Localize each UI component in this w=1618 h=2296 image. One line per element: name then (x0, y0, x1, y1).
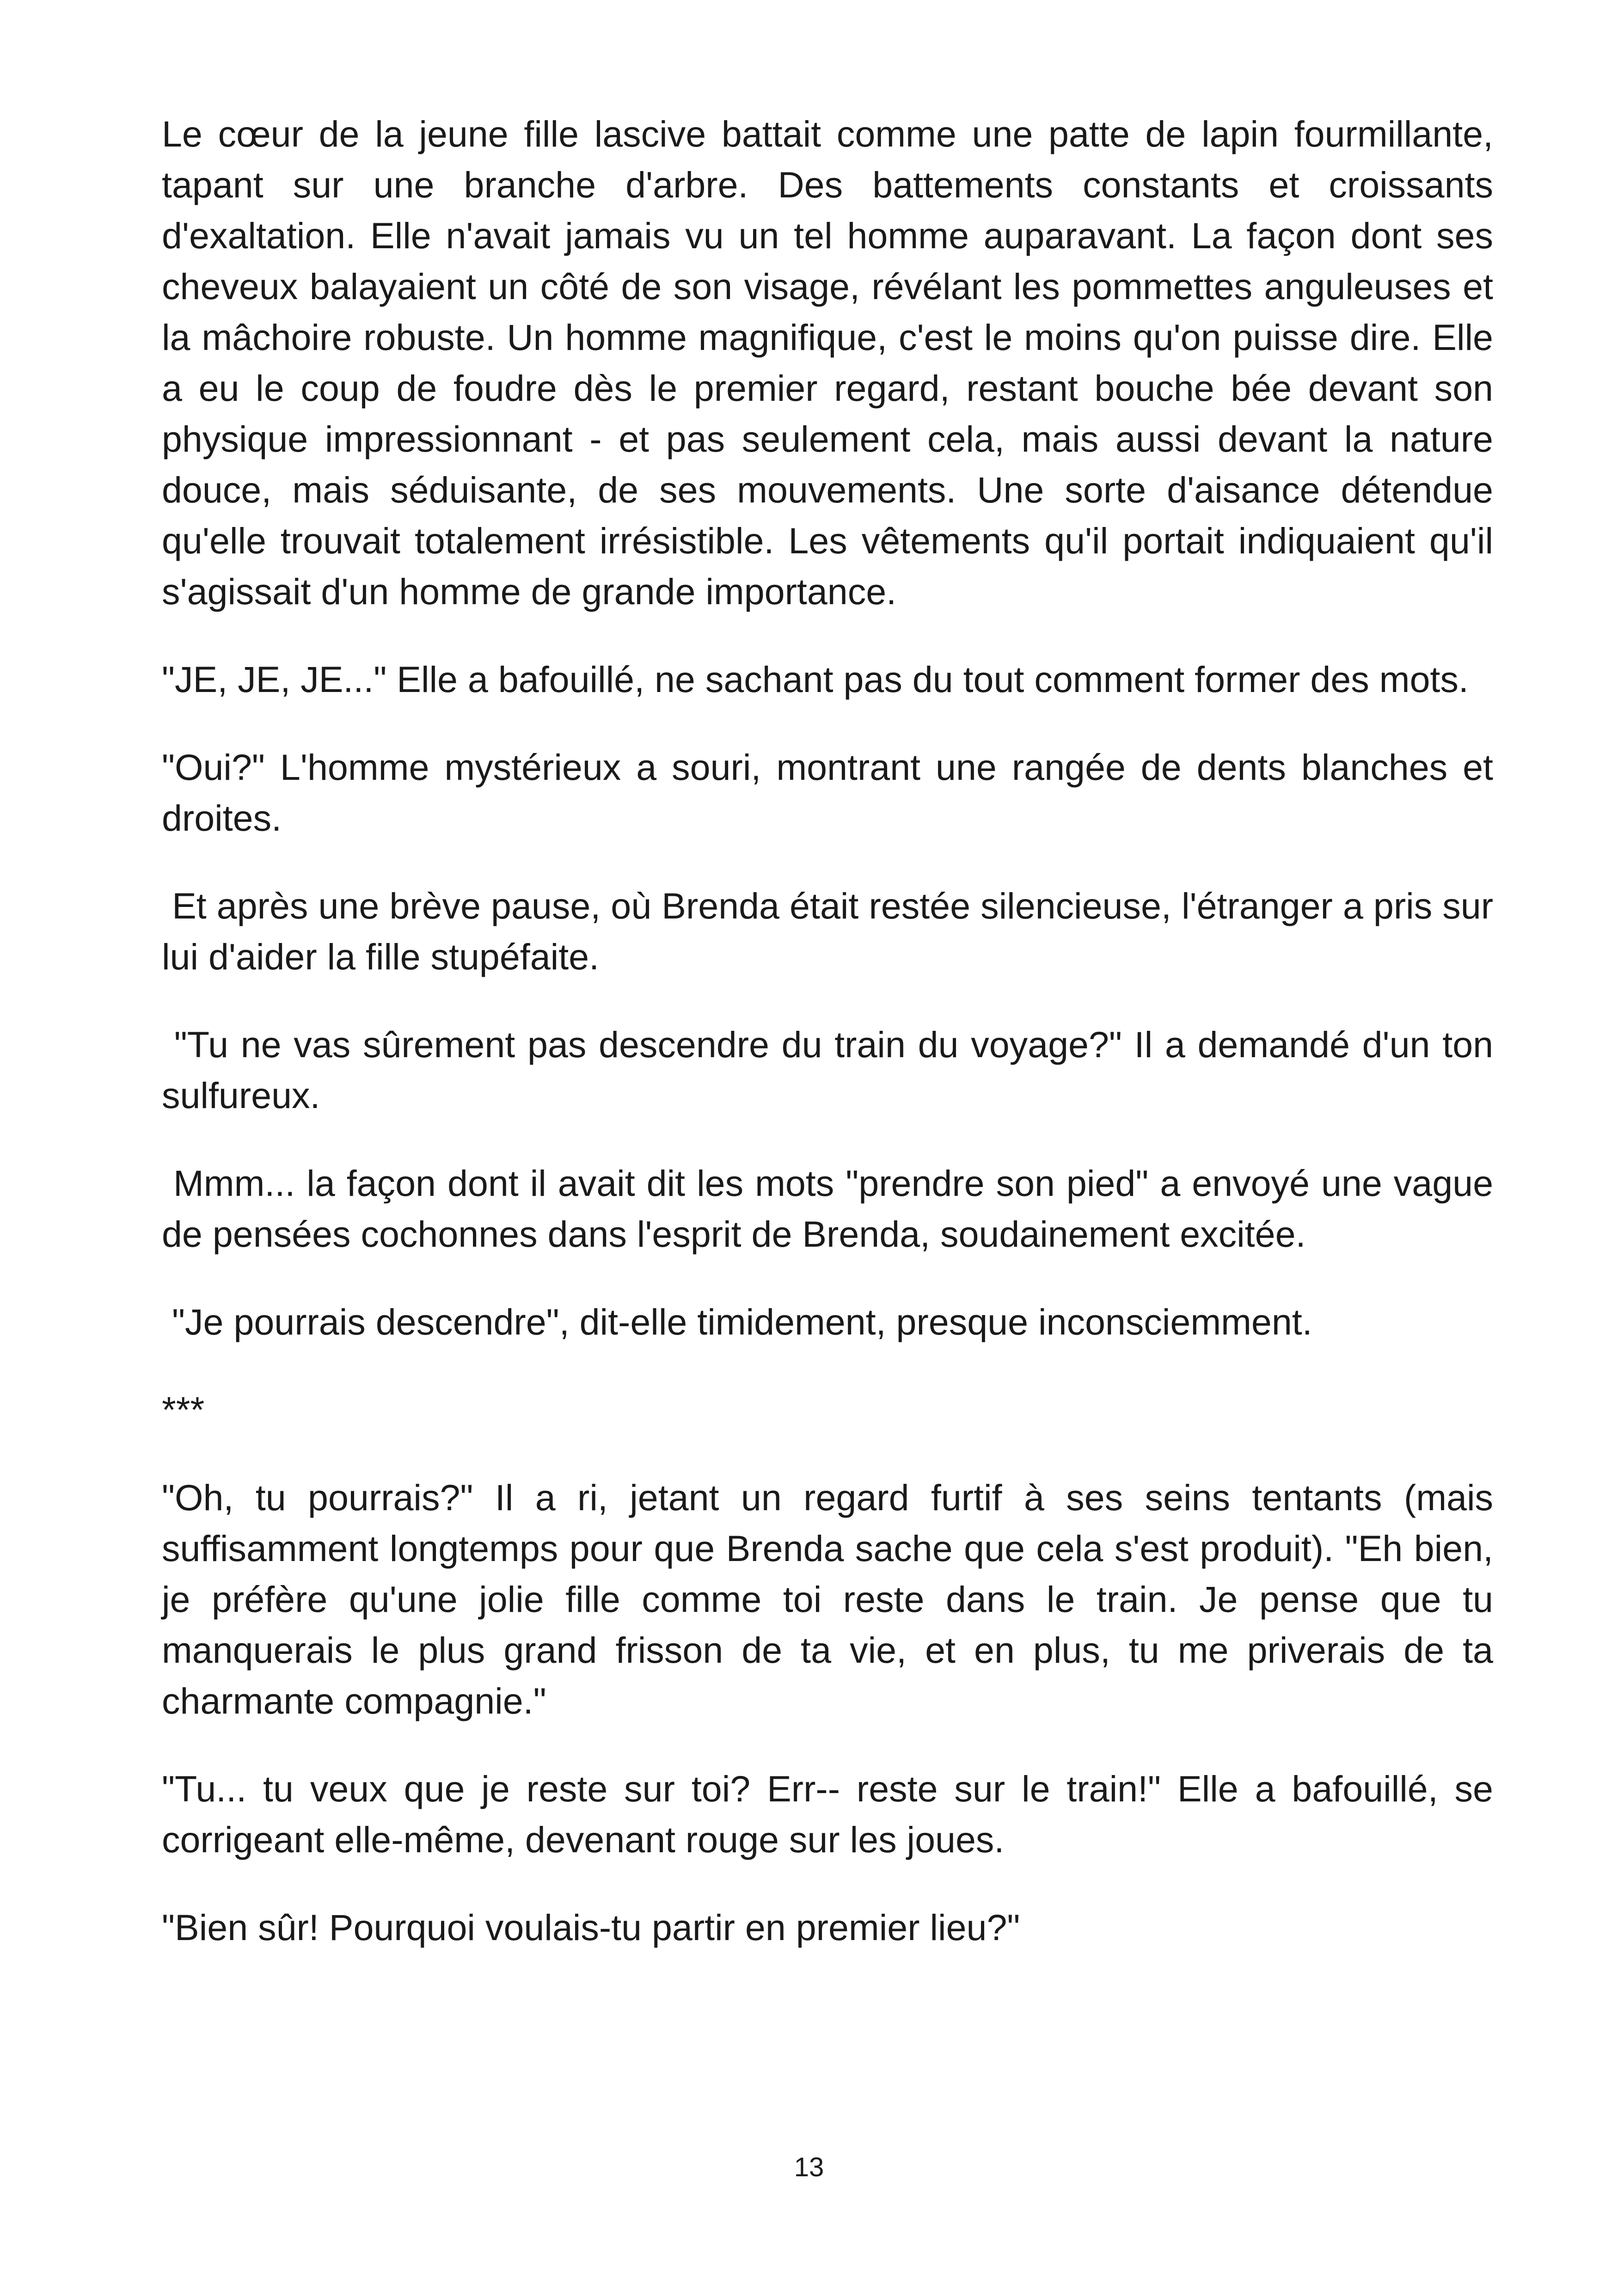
paragraph-8: "Oh, tu pourrais?" Il a ri, jetant un regard furtif à ses seins tentants (mais suffisamment longtemps pour que Brenda sache que cela s'est produit). "Eh bien, je préfère qu'une jolie fille comme toi reste dans le train. Je pense que tu manquerais le plus grand frisson de ta vie, et en plus, tu me priverais de ta charmante compagnie." (162, 1477, 1493, 1721)
scene-break: *** (162, 1389, 205, 1430)
paragraph-4: Et après une brève pause, où Brenda était restée silencieuse, l'étranger a pris sur lui d'aider la fille stupéfaite. (162, 885, 1503, 977)
paragraph-6: Mmm... la façon dont il avait dit les mots "prendre son pied" a envoyé une vague de pensées cochonnes dans l'esprit de Brenda, soudainement excitée. (162, 1163, 1503, 1255)
paragraph-1: Le cœur de la jeune fille lascive battait comme une patte de lapin fourmillante, tapant sur une branche d'arbre. Des battements constants et croissants d'exaltation. Elle n'avait jamais vu un tel homme auparavant. La façon dont ses cheveux balayaient un côté de son visage, révélant les pommettes anguleuses et la mâchoire robuste. Un homme magnifique, c'est le moins qu'on puisse dire. Elle a eu le coup de foudre dès le premier regard, restant bouche bée devant son physique impressionnant - et pas seulement cela, mais aussi devant la nature douce, mais séduisante, de ses mouvements. Une sorte d'aisance détendue qu'elle trouvait totalement irrésistible. Les vêtements qu'il portait indiquaient qu'il s'agissait d'un homme de grande importance. (162, 113, 1493, 612)
paragraph-7: "Je pourrais descendre", dit-elle timidement, presque inconsciemment. (162, 1301, 1312, 1342)
paragraph-10: "Bien sûr! Pourquoi voulais-tu partir en premier lieu?" (162, 1907, 1020, 1948)
paragraph-2: "JE, JE, JE..." Elle a bafouillé, ne sachant pas du tout comment former des mots. (162, 659, 1469, 700)
paragraph-5: "Tu ne vas sûrement pas descendre du train du voyage?" Il a demandé d'un ton sulfureux. (162, 1024, 1503, 1116)
paragraph-3: "Oui?" L'homme mystérieux a souri, montrant une rangée de dents blanches et droites. (162, 747, 1493, 839)
page-body (162, 109, 1503, 1990)
paragraph-9: "Tu... tu veux que je reste sur toi? Err-- reste sur le train!" Elle a bafouillé, se corrigeant elle-même, devenant rouge sur les joues. (162, 1768, 1493, 1860)
page-number: 13 (794, 2152, 824, 2182)
